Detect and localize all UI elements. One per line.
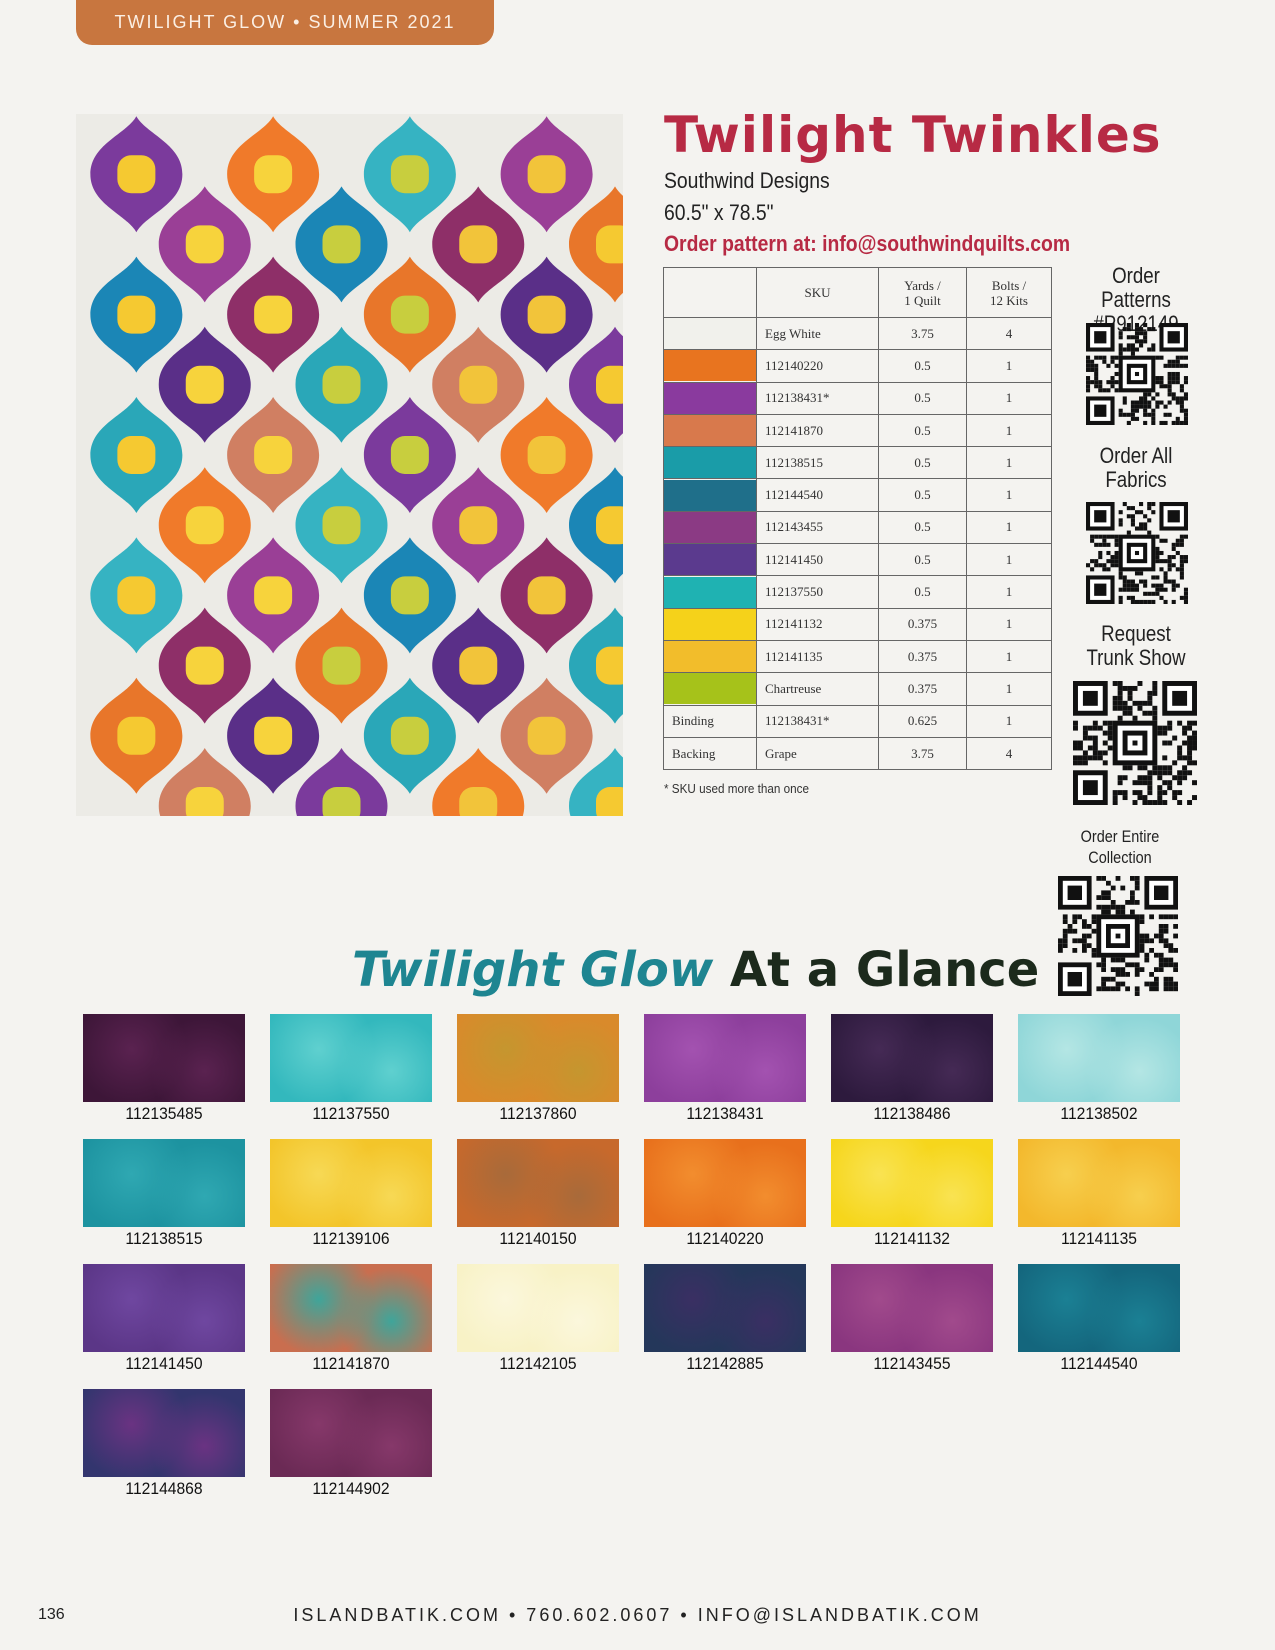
fabric-swatch-image [83,1389,245,1477]
table-row [664,737,1052,769]
fabric-swatch[interactable] [831,1014,993,1124]
fabric-swatch[interactable] [83,1264,245,1374]
fabric-swatch-cell [664,640,757,672]
cell-sku: 112141132 [757,608,879,640]
fabric-swatch-image [831,1139,993,1227]
quilt-block-center [459,366,497,404]
row-label: Binding [664,705,757,737]
quilt-block-center [323,366,361,404]
cell-bolts: 1 [967,382,1052,414]
header-sku: SKU [757,268,879,318]
qr-icon [1056,876,1180,996]
table-row [664,318,1052,350]
fabric-swatch-color [664,512,756,543]
fabric-swatch-image [270,1264,432,1352]
cell-sku: 112143455 [757,511,879,543]
fabric-swatch-color [664,415,756,446]
cell-sku: 112137550 [757,576,879,608]
quilt-block-center [528,717,566,755]
quilt-block-center [459,787,497,816]
fabric-swatch-cell [664,382,757,414]
cell-yards: 0.5 [879,576,967,608]
quilt-image [76,114,623,816]
cell-sku: 112138431* [757,382,879,414]
qr-label-order-fabrics: Order All Fabrics [1099,443,1173,492]
header-yards: Yards / 1 Quilt [879,268,967,318]
fabric-swatch[interactable] [457,1264,619,1374]
fabric-requirements-table [663,267,1052,770]
fabric-swatch-sku: 112144902 [312,1479,390,1498]
fabric-swatch-image [1018,1139,1180,1227]
cell-yards: 0.5 [879,414,967,446]
fabric-swatch-color [664,383,756,414]
header-swatch [664,268,757,318]
fabric-swatch-cell [664,318,757,350]
fabric-swatch-color [664,577,756,608]
cell-yards: 3.75 [879,318,967,350]
cell-sku: Chartreuse [757,673,879,705]
quilt-block-center [596,787,623,816]
quilt-block-center [391,576,429,614]
fabric-swatch-sku: 112138486 [873,1104,951,1123]
table-row [664,414,1052,446]
fabric-swatch-image [270,1389,432,1477]
quilt-block-center [254,296,292,334]
page-number: 136 [38,1606,65,1623]
fabric-swatch-sku: 112141450 [125,1354,203,1373]
cell-yards: 0.5 [879,382,967,414]
order-pattern-link[interactable]: Order pattern at: info@southwindquilts.com [664,231,1071,256]
table-row [664,673,1052,705]
cell-bolts: 1 [967,414,1052,446]
fabric-swatch-image [831,1014,993,1102]
fabric-swatch-sku: 112141870 [312,1354,390,1373]
cell-bolts: 1 [967,544,1052,576]
cell-bolts: 1 [967,608,1052,640]
cell-yards: 0.5 [879,511,967,543]
fabric-swatch[interactable] [270,1139,432,1249]
table-footnote: * SKU used more than once [664,781,810,796]
fabric-swatch-sku: 112141132 [874,1229,950,1248]
quilt-block-center [391,155,429,193]
cell-sku: 112138515 [757,447,879,479]
cell-yards: 0.375 [879,640,967,672]
quilt-block-center [323,647,361,685]
cell-sku: Grape [757,737,879,769]
table-row [664,608,1052,640]
quilt-block-center [117,717,155,755]
fabric-swatch[interactable] [644,1264,806,1374]
quilt-block-center [323,225,361,263]
quilt-block-center [459,225,497,263]
cell-bolts: 4 [967,318,1052,350]
fabric-swatch-color [664,447,756,478]
row-label: Backing [664,737,757,769]
cell-yards: 0.625 [879,705,967,737]
quilt-block-center [117,576,155,614]
cell-sku: 112141450 [757,544,879,576]
cell-yards: 3.75 [879,737,967,769]
fabric-swatch[interactable] [1018,1264,1180,1374]
glance-heading [352,942,1039,998]
fabric-swatch-sku: 112137860 [499,1104,577,1123]
cell-sku: 112144540 [757,479,879,511]
quilt-block-center [254,436,292,474]
qr-code-collection[interactable] [1056,876,1180,996]
fabric-swatch-color [664,480,756,511]
cell-bolts: 1 [967,447,1052,479]
cell-yards: 0.375 [879,608,967,640]
fabric-swatch-image [270,1139,432,1227]
quilt-block-center [391,436,429,474]
fabric-swatch-sku: 112139106 [312,1229,390,1248]
pattern-designer: Southwind Designs [664,168,830,193]
cell-yards: 0.5 [879,350,967,382]
fabric-swatch-sku: 112143455 [873,1354,951,1373]
fabric-swatch-sku: 112135485 [125,1104,203,1123]
fabric-swatch[interactable] [270,1264,432,1374]
fabric-swatch-cell [664,608,757,640]
qr-icon [1086,502,1188,604]
quilt-block-center [459,647,497,685]
fabric-swatch-sku: 112144868 [125,1479,203,1498]
fabric-swatch[interactable] [83,1014,245,1124]
table-row [664,576,1052,608]
fabric-swatch-cell [664,673,757,705]
fabric-swatch-image [644,1264,806,1352]
cell-yards: 0.5 [879,544,967,576]
quilt-block-center [186,366,224,404]
pattern-title: Twilight Twinkles [664,106,1162,164]
cell-yards: 0.5 [879,447,967,479]
fabric-swatch-sku: 112140150 [499,1229,577,1248]
fabric-swatch-color [664,350,756,381]
fabric-swatch[interactable] [457,1014,619,1124]
fabric-swatch-cell [664,350,757,382]
fabric-swatch[interactable] [644,1014,806,1124]
fabric-swatch-color [664,609,756,640]
quilt-block-center [323,787,361,816]
fabric-swatch-sku: 112138431 [686,1104,764,1123]
quilt-block-center [254,576,292,614]
fabric-swatch-image [83,1014,245,1102]
glance-heading-brand: Twilight Glow [352,942,714,998]
cell-sku: 112138431* [757,705,879,737]
fabric-swatch-cell [664,511,757,543]
fabric-swatch[interactable] [83,1389,245,1499]
quilt-block-center [596,506,623,544]
pattern-size: 60.5" x 78.5" [664,200,774,225]
cell-sku: Egg White [757,318,879,350]
fabric-swatch-image [644,1139,806,1227]
qr-label-collection: Order Entire Collection [1080,827,1160,867]
fabric-swatch-cell [664,576,757,608]
fabric-swatch-color [664,673,756,704]
fabric-swatch-sku: 112138502 [1060,1104,1138,1123]
table-row [664,382,1052,414]
table-row [664,447,1052,479]
quilt-block-center [459,506,497,544]
quilt-block-center [596,366,623,404]
quilt-block-center [186,647,224,685]
table-row [664,479,1052,511]
fabric-swatch-sku: 112138515 [125,1229,203,1248]
quilt-block-center [391,717,429,755]
quilt-block-center [528,155,566,193]
footer-contact: ISLANDBATIK.COM • 760.602.0607 • INFO@ISLANDBATIK.COM [293,1605,982,1625]
quilt-block-center [254,717,292,755]
fabric-swatch-cell [664,414,757,446]
table-row [664,640,1052,672]
table-row [664,511,1052,543]
fabric-swatch-cell [664,479,757,511]
fabric-swatch-color [664,318,756,349]
quilt-block-center [117,296,155,334]
fabric-swatch[interactable] [644,1139,806,1249]
cell-yards: 0.5 [879,479,967,511]
quilt-block-center [596,647,623,685]
quilt-block-center [323,506,361,544]
table-header-row [664,268,1052,318]
fabric-swatch-image [1018,1014,1180,1102]
cell-bolts: 1 [967,705,1052,737]
fabric-swatch-image [457,1264,619,1352]
table-row [664,544,1052,576]
qr-code-trunk-show[interactable] [1073,681,1197,805]
header-bolts: Bolts / 12 Kits [967,268,1052,318]
cell-bolts: 1 [967,673,1052,705]
fabric-swatch[interactable] [457,1139,619,1249]
glance-heading-rest: At a Glance [729,942,1040,998]
cell-bolts: 1 [967,640,1052,672]
quilt-block-center [528,576,566,614]
quilt-block-center [596,225,623,263]
fabric-swatch-image [83,1264,245,1352]
cell-bolts: 1 [967,511,1052,543]
fabric-swatch-color [664,544,756,575]
fabric-swatch-image [1018,1264,1180,1352]
fabric-swatch[interactable] [831,1264,993,1374]
quilt-illustration [76,114,623,816]
qr-label-trunk-show: Request Trunk Show [1086,621,1186,670]
fabric-swatch-cell [664,544,757,576]
fabric-swatch[interactable] [83,1139,245,1249]
fabric-swatch[interactable] [270,1389,432,1499]
fabric-table-body [664,318,1052,770]
fabric-swatch[interactable] [831,1139,993,1249]
qr-code-order-patterns[interactable] [1086,323,1188,425]
fabric-swatch[interactable] [270,1014,432,1124]
qr-icon [1086,323,1188,425]
fabric-swatch-sku: 112142105 [499,1354,577,1373]
quilt-block-center [528,436,566,474]
quilt-block-center [186,506,224,544]
fabric-swatch-image [831,1264,993,1352]
fabric-swatch-image [644,1014,806,1102]
cell-bolts: 1 [967,479,1052,511]
fabric-swatch-sku: 112144540 [1060,1354,1138,1373]
fabric-swatch-image [457,1139,619,1227]
fabric-swatch-cell [664,447,757,479]
cell-yards: 0.375 [879,673,967,705]
table-row [664,705,1052,737]
fabric-swatch[interactable] [1018,1139,1180,1249]
cell-bolts: 4 [967,737,1052,769]
cell-bolts: 1 [967,576,1052,608]
fabric-swatch[interactable] [1018,1014,1180,1124]
fabric-swatch-image [457,1014,619,1102]
quilt-block-center [391,296,429,334]
cell-sku: 112141870 [757,414,879,446]
qr-code-order-fabrics[interactable] [1086,502,1188,604]
quilt-block-center [186,225,224,263]
fabric-swatch-sku: 112142885 [686,1354,764,1373]
quilt-block-center [186,787,224,816]
quilt-block-center [528,296,566,334]
table-row [664,350,1052,382]
qr-icon [1073,681,1197,805]
cell-sku: 112141135 [757,640,879,672]
quilt-block-center [254,155,292,193]
fabric-swatch-sku: 112137550 [312,1104,390,1123]
cell-bolts: 1 [967,350,1052,382]
quilt-block-center [117,436,155,474]
fabric-swatch-image [83,1139,245,1227]
cell-sku: 112140220 [757,350,879,382]
fabric-swatch-sku: 112141135 [1061,1229,1137,1248]
fabric-swatch-sku: 112140220 [686,1229,764,1248]
qr-label-order-patterns: Order Patterns [1101,263,1171,312]
fabric-swatch-color [664,641,756,672]
header-tab: TWILIGHT GLOW • SUMMER 2021 [76,0,494,45]
fabric-swatch-image [270,1014,432,1102]
quilt-block-center [117,155,155,193]
